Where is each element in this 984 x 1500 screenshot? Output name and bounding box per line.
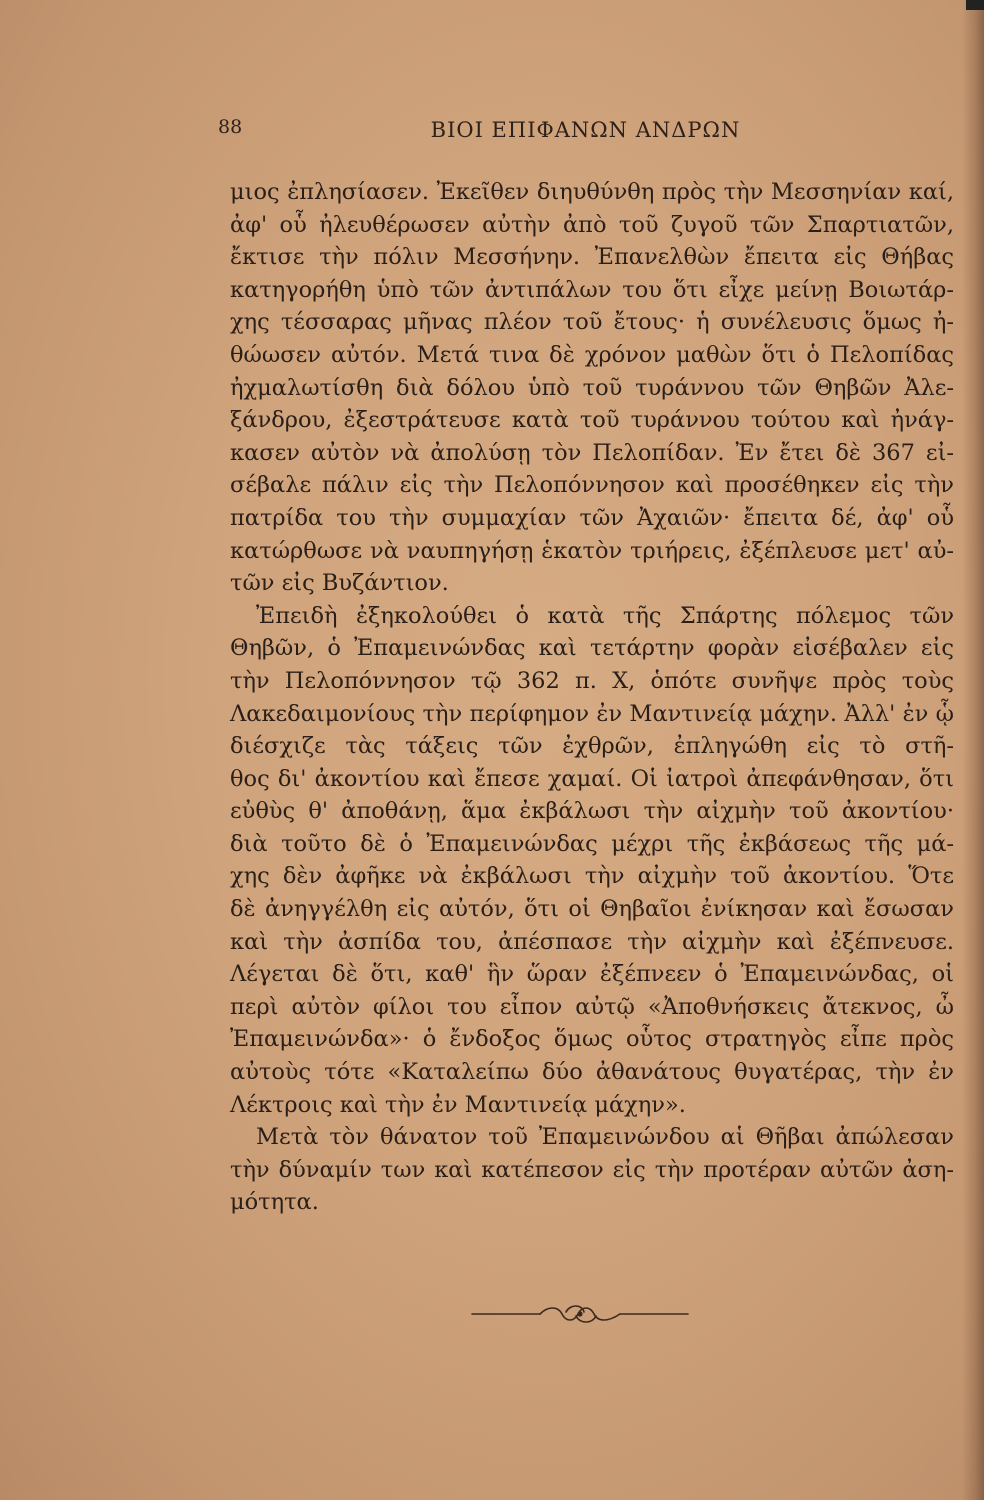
page-edge-shadow: [962, 0, 984, 1500]
text-line: Λέγεται δὲ ὅτι, καθ' ἣν ὥραν ἐξέπνεεν ὁ Ἐπαμεινώνδας, οἱ: [230, 961, 954, 988]
text-line: καὶ τὴν ἀσπίδα του, ἀπέσπασε τὴν αἰχμὴν καὶ ἐξέπνευσε.: [230, 928, 954, 955]
text-line: αὐτοὺς τότε «Καταλείπω δύο ἀθανάτους θυγατέρας, τὴν ἐν: [230, 1059, 954, 1086]
text-line: θος δι' ἀκοντίου καὶ ἔπεσε χαμαί. Οἱ ἰατροὶ ἀπεφάνθησαν, ὅτι: [230, 765, 954, 792]
text-line: Θηβῶν, ὁ Ἐπαμεινώνδας καὶ τετάρτην φορὰν εἰσέβαλεν εἰς: [230, 635, 954, 662]
text-line: χης δὲν ἀφῆκε νὰ ἐκβάλωσι τὴν αἰχμὴν τοῦ ἀκοντίου. Ὅτε: [230, 863, 954, 890]
text-line: ἔκτισε τὴν πόλιν Μεσσήνην. Ἐπανελθὼν ἔπειτα εἰς Θήβας: [230, 244, 954, 271]
text-line: ἀφ' οὗ ἠλευθέρωσεν αὐτὴν ἀπὸ τοῦ ζυγοῦ τῶν Σπαρτιατῶν,: [230, 211, 954, 238]
text-line: ἠχμαλωτίσθη διὰ δόλου ὑπὸ τοῦ τυράννου τῶν Θηβῶν Ἀλε-: [230, 374, 954, 401]
page-header: [218, 112, 953, 152]
text-line: κατώρθωσε νὰ ναυπηγήσῃ ἑκατὸν τριήρεις, ἐξέπλευσε μετ' αὐ-: [230, 537, 954, 564]
text-line: Μετὰ τὸν θάνατον τοῦ Ἐπαμεινώνδου αἱ Θῆβαι ἀπώλεσαν: [256, 1124, 954, 1151]
text-line: κασεν αὐτὸν νὰ ἀπολύσῃ τὸν Πελοπίδαν. Ἐν ἔτει δὲ 367 εἰ-: [230, 439, 954, 466]
text-line: Λακεδαιμονίους τὴν περίφημον ἐν Μαντινείᾳ μάχην. Ἀλλ' ἐν ᾧ: [230, 700, 954, 727]
text-line: Ἐπαμεινώνδα»· ὁ ἔνδοξος ὅμως οὗτος στρατηγὸς εἶπε πρὸς: [230, 1026, 954, 1053]
text-line: τὴν Πελοπόννησον τῷ 362 π. Χ, ὁπότε συνῆψε πρὸς τοὺς: [230, 667, 954, 694]
page-number: 88: [218, 116, 243, 138]
text-line: εὐθὺς θ' ἀποθάνῃ, ἅμα ἐκβάλωσι τὴν αἰχμὴν τοῦ ἀκοντίου·: [230, 798, 954, 825]
text-line: σέβαλε πάλιν εἰς τὴν Πελοπόννησον καὶ προσέθηκεν εἰς τὴν: [230, 472, 954, 499]
running-title: ΒΙΟΙ ΕΠΙΦΑΝΩΝ ΑΝΔΡΩΝ: [430, 118, 741, 142]
body-text: [230, 176, 954, 1219]
text-line: τὴν δύναμίν των καὶ κατέπεσον εἰς τὴν προτέραν αὐτῶν ἀση-: [230, 1156, 954, 1183]
paragraph: [230, 176, 954, 600]
text-line: κατηγορήθη ὑπὸ τῶν ἀντιπάλων του ὅτι εἶχε μείνῃ Βοιωτάρ-: [230, 276, 954, 303]
scan-corner-mark: [966, 0, 984, 10]
text-line: ξάνδρου, ἐξεστράτευσε κατὰ τοῦ τυράννου τούτου καὶ ἠνάγ-: [230, 407, 954, 434]
text-line: δὲ ἀνηγγέλθη εἰς αὐτόν, ὅτι οἱ Θηβαῖοι ἐνίκησαν καὶ ἔσωσαν: [230, 896, 954, 923]
text-line: πατρίδα του τὴν συμμαχίαν τῶν Ἀχαιῶν· ἔπειτα δέ, ἀφ' οὗ: [230, 504, 954, 531]
paragraph: [230, 600, 954, 1122]
text-line: διέσχιζε τὰς τάξεις τῶν ἐχθρῶν, ἐπληγώθη εἰς τὸ στῆ-: [230, 733, 954, 760]
text-line: Ἐπειδὴ ἐξηκολούθει ὁ κατὰ τῆς Σπάρτης πόλεμος τῶν: [256, 602, 954, 629]
decorative-flourish-icon: [470, 1302, 690, 1326]
text-line: χης τέσσαρας μῆνας πλέον τοῦ ἔτους· ἡ συνέλευσις ὅμως ἠ-: [230, 309, 954, 336]
text-line: μότητα.: [230, 1189, 319, 1216]
text-line: θώωσεν αὐτόν. Μετά τινα δὲ χρόνον μαθὼν ὅτι ὁ Πελοπίδας: [230, 341, 954, 368]
text-line: μιος ἐπλησίασεν. Ἐκεῖθεν διηυθύνθη πρὸς τὴν Μεσσηνίαν καί,: [230, 179, 954, 205]
text-line: περὶ αὐτὸν φίλοι του εἶπον αὐτῷ «Ἀποθνήσκεις ἄτεκνος, ὦ: [230, 993, 954, 1020]
paragraph: [230, 1121, 954, 1219]
text-line: τῶν εἰς Βυζάντιον.: [230, 570, 449, 597]
text-line: διὰ τοῦτο δὲ ὁ Ἐπαμεινώνδας μέχρι τῆς ἐκβάσεως τῆς μά-: [230, 830, 954, 857]
text-line: Λέκτροις καὶ τὴν ἐν Μαντινείᾳ μάχην».: [230, 1091, 686, 1118]
